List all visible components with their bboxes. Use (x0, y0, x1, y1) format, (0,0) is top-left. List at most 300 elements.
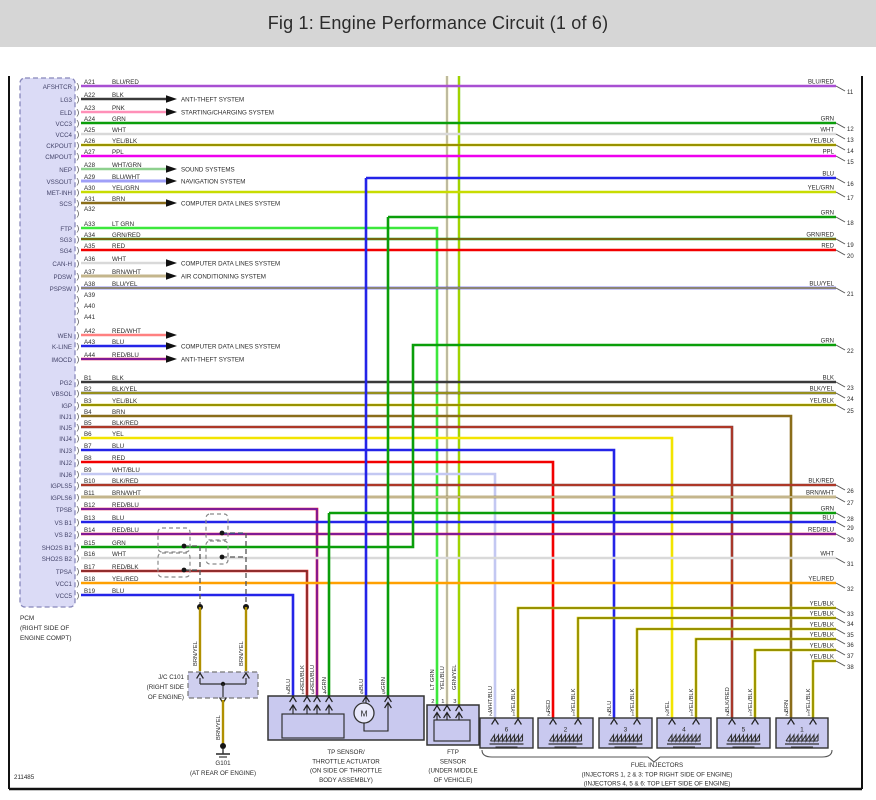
pcm-pin-name: INJ3 (59, 448, 72, 455)
exit-tick (836, 513, 845, 518)
exit-tick (836, 178, 845, 183)
ftp-caption: FTP (447, 749, 459, 756)
pin-bracket-icon: ) (76, 270, 80, 281)
pin-number: A24 (84, 116, 96, 123)
exit-tick (836, 629, 845, 634)
pin-bracket-icon: ) (76, 589, 80, 600)
system-arrow-label: COMPUTER DATA LINES SYSTEM (181, 200, 281, 208)
ftp-caption: OF VEHICLE) (433, 776, 473, 784)
exit-tick (836, 123, 845, 128)
injector-number: 4 (682, 726, 686, 734)
pin-number: B9 (84, 467, 92, 474)
pcm-caption: PCM (20, 615, 35, 622)
rotated-wire-label: YEL/BLU (440, 666, 446, 690)
wire-color-label: BLK (112, 92, 124, 99)
component-pin-number: 2 (726, 711, 730, 718)
wire-color-label: YEL/BLK (112, 138, 138, 145)
wire-color-label: BLU/YEL (112, 281, 138, 288)
system-arrow-icon (166, 165, 177, 173)
wire-color-label: PPL (112, 149, 124, 156)
pin-number: A26 (84, 138, 96, 145)
exit-color-label: PPL (822, 149, 834, 156)
wire-color-label: GRN (112, 116, 126, 123)
pin-number: A40 (84, 303, 96, 310)
rotated-wire-label: YEL/BLK (511, 688, 517, 712)
system-arrow-label: COMPUTER DATA LINES SYSTEM (181, 260, 281, 268)
pcm-pin-name: INJ5 (59, 425, 72, 432)
pin-number: B6 (84, 431, 92, 438)
pcm-pin-name: VS B1 (54, 520, 72, 527)
injector-number: 3 (623, 726, 628, 734)
exit-color-label: BLU/YEL (809, 281, 834, 288)
exit-tick (836, 86, 845, 91)
exit-number: 18 (847, 221, 854, 227)
pin-number: B11 (84, 490, 95, 497)
shield-symbol (206, 514, 228, 540)
system-arrow-icon (166, 355, 177, 363)
component-pin-number: 2 (547, 711, 551, 718)
pin-bracket-icon: ) (76, 329, 80, 340)
component-pin-number: 1 (512, 711, 516, 718)
component-pin-number: 2 (608, 711, 612, 718)
pin-number: B3 (84, 398, 92, 405)
rotated-wire-label: BLK/RED (725, 687, 731, 712)
pcm-pin-name: PSPSW (49, 286, 72, 293)
system-arrow-icon (166, 199, 177, 207)
exit-number: 16 (847, 182, 854, 188)
exit-number: 26 (847, 489, 854, 495)
wire-color-label: RED/WHT (112, 328, 141, 335)
pin-bracket-icon: ) (76, 541, 80, 552)
ftp-sensor-inner (434, 720, 470, 741)
pcm-pin-name: CMPOUT (45, 154, 72, 161)
system-arrow-label: STARTING/CHARGING SYSTEM (181, 109, 274, 117)
wire-color-label: LT GRN (112, 221, 135, 228)
pin-number: B8 (84, 455, 92, 462)
exit-number: 12 (847, 127, 854, 133)
pin-number: A43 (84, 339, 96, 346)
exit-color-label: YEL/GRN (807, 185, 834, 192)
pin-bracket-icon: ) (76, 410, 80, 421)
exit-tick (836, 192, 845, 197)
exit-tick (836, 558, 845, 563)
rotated-wire-label: YEL/BLK (806, 688, 812, 712)
wire-color-label: BRN/WHT (112, 269, 141, 276)
pin-bracket-icon: ) (76, 456, 80, 467)
pin-bracket-icon: ) (76, 128, 80, 139)
tp-caption: BODY ASSEMBLY) (319, 776, 373, 784)
junction-caption: J/C C101 (158, 674, 184, 681)
exit-number: 15 (847, 160, 854, 166)
wire-color-label: RED/BLK (112, 564, 139, 571)
pin-bracket-icon: ) (76, 399, 80, 410)
injectors-caption: (INJECTORS 1, 2 & 3: TOP RIGHT SIDE OF ENGINE) (581, 771, 733, 779)
exit-color-label: YEL/RED (808, 576, 834, 583)
rotated-wire-label: RED/BLU (310, 664, 316, 690)
pcm-pin-name: SHO2S B2 (41, 556, 72, 563)
exit-number: 36 (847, 643, 854, 649)
pin-bracket-icon: ) (76, 387, 80, 398)
exit-number: 30 (847, 538, 854, 544)
rotated-wire-label: BRN/YEL (216, 715, 222, 740)
exit-color-label: GRN/RED (806, 232, 834, 239)
exit-tick (836, 583, 845, 588)
rotated-wire-label: YEL/BLK (748, 688, 754, 712)
exit-number: 11 (847, 90, 854, 96)
wire-color-label: RED (112, 243, 126, 250)
pin-bracket-icon: ) (76, 186, 80, 197)
rotated-wire-label: WHT/BLU (488, 685, 494, 712)
pcm-pin-name: PG2 (59, 380, 72, 387)
wire-color-label: YEL/RED (112, 576, 139, 583)
exit-number: 28 (847, 517, 854, 523)
system-arrow-icon (166, 272, 177, 280)
component-pin-number: 1 (441, 699, 445, 705)
junction-caption: OF ENGINE) (147, 694, 184, 701)
system-arrow-label: SOUND SYSTEMS (181, 166, 235, 174)
pin-bracket-icon: ) (76, 516, 80, 527)
component-pin-number: 1 (807, 711, 811, 718)
component-pin-number: 1 (690, 711, 694, 718)
pin-number: B19 (84, 588, 96, 595)
exit-number: 27 (847, 501, 854, 507)
pin-bracket-icon: ) (76, 282, 80, 293)
wire-color-label: WHT/BLU (112, 467, 140, 474)
pin-bracket-icon: ) (76, 376, 80, 387)
pcm-pin-name: IGPLS6 (50, 495, 72, 502)
injectors-caption: FUEL INJECTORS (630, 762, 684, 769)
pin-bracket-icon: ) (76, 479, 80, 490)
pin-bracket-icon: ) (76, 207, 80, 218)
rotated-wire-label: BLU (359, 678, 365, 690)
pcm-pin-name: ELD (59, 110, 72, 117)
ground-caption: G101 (215, 760, 231, 767)
exit-number: 25 (847, 409, 854, 415)
rotated-wire-label: GRN (381, 677, 387, 690)
exit-tick (836, 522, 845, 527)
pcm-caption: ENGINE COMPT) (20, 635, 72, 642)
pin-number: B7 (84, 443, 92, 450)
junction-dot (182, 568, 187, 573)
system-arrow-label: COMPUTER DATA LINES SYSTEM (181, 343, 281, 351)
wire-color-label: BLU/WHT (112, 174, 140, 181)
tp-caption: THROTTLE ACTUATOR (312, 758, 380, 766)
component-pin-number: 2 (666, 711, 670, 718)
wire-color-label: WHT (112, 127, 127, 134)
exit-color-label: YEL/BLK (809, 138, 834, 145)
pcm-pin-name: WEN (57, 333, 72, 340)
wire-color-label: YEL/GRN (112, 185, 140, 192)
pin-bracket-icon: ) (76, 150, 80, 161)
component-pin-number: 1 (572, 711, 576, 718)
wire-color-label: BLU (112, 443, 125, 450)
exit-color-label: GRN (820, 338, 834, 345)
wire-color-label: RED/BLU (112, 527, 139, 534)
exit-number: 29 (847, 526, 854, 532)
pin-bracket-icon: ) (76, 163, 80, 174)
pin-bracket-icon: ) (76, 222, 80, 233)
rotated-wire-label: BLU (286, 678, 292, 690)
wire (813, 661, 836, 718)
exit-tick (836, 145, 845, 150)
wire (81, 595, 293, 696)
wire-color-label: YEL/BLK (112, 398, 138, 405)
exit-tick (836, 497, 845, 502)
pin-number: A44 (84, 352, 96, 359)
exit-tick (836, 288, 845, 293)
pin-bracket-icon: ) (76, 139, 80, 150)
pin-bracket-icon: ) (76, 491, 80, 502)
exit-color-label: BRN/WHT (806, 490, 834, 497)
pin-bracket-icon: ) (76, 444, 80, 455)
pcm-pin-name: IGPLS5 (50, 483, 72, 490)
pcm-caption: (RIGHT SIDE OF (20, 625, 70, 632)
pcm-pin-name: IMOCD (51, 357, 72, 364)
pin-number: B2 (84, 386, 92, 393)
exit-tick (836, 250, 845, 255)
component-pin-number: 2 (431, 699, 435, 705)
pcm-pin-name: VCC3 (55, 121, 72, 128)
exit-number: 24 (847, 397, 854, 403)
pin-bracket-icon: ) (76, 503, 80, 514)
exit-number: 20 (847, 254, 854, 260)
pin-number: B10 (84, 478, 96, 485)
wire-color-label: GRN (112, 540, 126, 547)
pin-number: A31 (84, 196, 96, 203)
pin-number: B15 (84, 540, 96, 547)
pcm-pin-name: MET-INH (46, 190, 72, 197)
exit-color-label: GRN (820, 116, 834, 123)
pin-number: A42 (84, 328, 96, 335)
exit-color-label: YEL/BLK (809, 654, 834, 661)
rotated-wire-label: BRN/YEL (239, 641, 245, 666)
wire-stripe (813, 661, 836, 718)
pcm-pin-name: TPSB (55, 507, 72, 514)
wire-color-label: WHT (112, 551, 127, 558)
wire-color-label: BLK/RED (112, 478, 139, 485)
pcm-pin-name: CKPOUT (46, 143, 72, 150)
pin-bracket-icon: ) (76, 175, 80, 186)
pin-number: B18 (84, 576, 96, 583)
pcm-pin-name: SCS (59, 201, 72, 208)
injectors-caption: (INJECTORS 4, 5 & 6: TOP LEFT SIDE OF ENGINE) (583, 780, 731, 788)
junction-dot (220, 555, 225, 560)
pcm-pin-name: INJ4 (59, 436, 72, 443)
ftp-caption: SENSOR (439, 758, 467, 766)
pcm-pin-name: VS B2 (54, 532, 72, 539)
pcm-pin-name: TPSA (55, 569, 72, 576)
rotated-wire-label: RED/BLK (300, 665, 306, 690)
exit-number: 14 (847, 149, 854, 155)
pin-number: A37 (84, 269, 96, 276)
wire-color-label: BLK (112, 375, 124, 382)
tp-caption: (ON SIDE OF THROTTLE (309, 767, 383, 775)
wire-color-label: BRN (112, 196, 126, 203)
system-arrow-label: ANTI-THEFT SYSTEM (181, 356, 245, 364)
exit-color-label: YEL/BLK (809, 632, 834, 639)
motor-label: M (360, 708, 368, 719)
pcm-pin-name: VBSOL (51, 391, 72, 398)
exit-color-label: BLU (822, 171, 834, 178)
rotated-wire-label: BRN (784, 699, 790, 712)
system-arrow-icon (166, 331, 177, 339)
pin-bracket-icon: ) (76, 106, 80, 117)
pin-bracket-icon: ) (76, 528, 80, 539)
shield-symbol (158, 528, 190, 552)
pin-bracket-icon: ) (76, 244, 80, 255)
exit-tick (836, 382, 845, 387)
exit-number: 33 (847, 612, 854, 618)
exit-tick (836, 239, 845, 244)
pin-bracket-icon: ) (76, 421, 80, 432)
wire-color-label: RED (112, 455, 126, 462)
component-pin-number: 5 (382, 690, 386, 696)
pin-number: A35 (84, 243, 96, 250)
system-arrow-icon (166, 259, 177, 267)
pcm-pin-name: SHO2S B1 (41, 545, 72, 552)
pcm-pin-name: VCC4 (55, 132, 72, 139)
pcm-pin-name: K-LINE (52, 344, 72, 351)
pcm-pin-name: VSSOUT (46, 179, 72, 186)
pin-number: A34 (84, 232, 96, 239)
pin-number: A28 (84, 162, 96, 169)
pin-bracket-icon: ) (76, 293, 80, 304)
wire-color-label: WHT (112, 256, 127, 263)
exit-color-label: GRN (820, 210, 834, 217)
pin-bracket-icon: ) (76, 340, 80, 351)
rotated-wire-label: GRN (322, 677, 328, 690)
exit-tick (836, 661, 845, 666)
pin-number: A32 (84, 206, 96, 213)
exit-color-label: YEL/BLK (809, 398, 834, 405)
shield-symbol (206, 541, 228, 564)
pin-number: A38 (84, 281, 96, 288)
exit-tick (836, 485, 845, 490)
wire-color-label: PNK (112, 105, 125, 112)
exit-color-label: YEL/BLK (809, 601, 834, 608)
pin-bracket-icon: ) (76, 353, 80, 364)
pin-bracket-icon: ) (76, 577, 80, 588)
pcm-pin-name: PDSW (53, 274, 72, 281)
exit-tick (836, 156, 845, 161)
exit-color-label: BLU/RED (807, 79, 834, 86)
exit-tick (836, 405, 845, 410)
exit-tick (836, 393, 845, 398)
wire-color-label: RED/BLU (112, 502, 139, 509)
exit-number: 13 (847, 138, 854, 144)
pin-number: B14 (84, 527, 96, 534)
component-pin-number: 6 (360, 690, 364, 696)
pin-number: A21 (84, 79, 96, 86)
injector-number: 2 (563, 726, 568, 734)
pin-number: A33 (84, 221, 96, 228)
component-pin-number: 3 (311, 690, 315, 696)
exit-number: 32 (847, 587, 854, 593)
exit-number: 34 (847, 622, 854, 628)
wire-color-label: GRN/RED (112, 232, 141, 239)
system-arrow-label: AIR CONDITIONING SYSTEM (181, 273, 266, 281)
rotated-wire-label: GRN/YEL (452, 664, 458, 690)
wire-color-label: BRN/WHT (112, 490, 141, 497)
rotated-wire-label: YEL/BLK (571, 688, 577, 712)
component-pin-number: 2 (785, 711, 789, 718)
component-pin-number: 3 (453, 699, 457, 705)
exit-color-label: RED (821, 243, 834, 250)
pin-bracket-icon: ) (76, 197, 80, 208)
component-pin-number: 2 (287, 690, 291, 696)
exit-tick (836, 345, 845, 350)
exit-number: 19 (847, 243, 854, 249)
shield-symbol (158, 553, 190, 577)
pin-number: A39 (84, 292, 96, 299)
injector-number: 6 (504, 726, 509, 734)
exit-tick (836, 618, 845, 623)
pcm-pin-name: VCC5 (55, 593, 72, 600)
exit-color-label: BLK/RED (808, 478, 834, 485)
exit-color-label: YEL/BLK (809, 611, 834, 618)
exit-tick (836, 608, 845, 613)
rotated-wire-label: YEL/BLK (689, 688, 695, 712)
pin-number: B1 (84, 375, 92, 382)
pin-number: B17 (84, 564, 96, 571)
pin-number: A23 (84, 105, 96, 112)
wire-color-label: YEL (112, 431, 124, 438)
exit-tick (836, 650, 845, 655)
pin-bracket-icon: ) (76, 432, 80, 443)
wire-color-label: BRN (112, 409, 126, 416)
injector-number: 5 (741, 726, 746, 734)
rotated-wire-label: LT GRN (430, 669, 436, 690)
pin-number: B4 (84, 409, 92, 416)
injectors-brace-icon (482, 750, 832, 762)
system-arrow-label: NAVIGATION SYSTEM (181, 178, 246, 186)
pin-number: A29 (84, 174, 96, 181)
system-arrow-icon (166, 177, 177, 185)
junction-dot (220, 531, 225, 536)
pcm-pin-name: INJ1 (59, 414, 72, 421)
pin-number: A22 (84, 92, 96, 99)
pin-number: B16 (84, 551, 96, 558)
pcm-pin-name: SG4 (59, 248, 72, 255)
exit-color-label: BLK/YEL (809, 386, 834, 393)
system-arrow-label: ANTI-THEFT SYSTEM (181, 96, 245, 104)
pcm-pin-name: SG3 (59, 237, 72, 244)
wire-color-label: BLK/YEL (112, 386, 138, 393)
exit-tick (836, 639, 845, 644)
system-arrow-icon (166, 95, 177, 103)
system-arrow-icon (166, 342, 177, 350)
exit-number: 31 (847, 562, 854, 568)
junction-caption: (RIGHT SIDE (146, 684, 184, 691)
wire (578, 618, 836, 718)
pin-bracket-icon: ) (76, 93, 80, 104)
rotated-wire-label: BLU (607, 700, 613, 712)
pcm-pin-name: INJ6 (59, 472, 72, 479)
pcm-pin-name: INJ2 (59, 460, 72, 467)
figure-title: Fig 1: Engine Performance Circuit (1 of 6) (267, 13, 609, 33)
pcm-pin-name: IGP (61, 403, 72, 410)
exit-color-label: RED/BLU (807, 527, 834, 534)
pcm-pin-name: AFSHTCR (42, 84, 72, 91)
exit-color-label: GRN (820, 506, 834, 513)
pin-bracket-icon: ) (76, 233, 80, 244)
pin-bracket-icon: ) (76, 304, 80, 315)
pcm-pin-name: VCC1 (55, 581, 72, 588)
wire-color-label: RED/BLU (112, 352, 139, 359)
exit-color-label: BLU (822, 515, 834, 522)
pcm-pin-name: NEP (59, 167, 72, 174)
pcm-pin-name: CAN-H (52, 261, 72, 268)
